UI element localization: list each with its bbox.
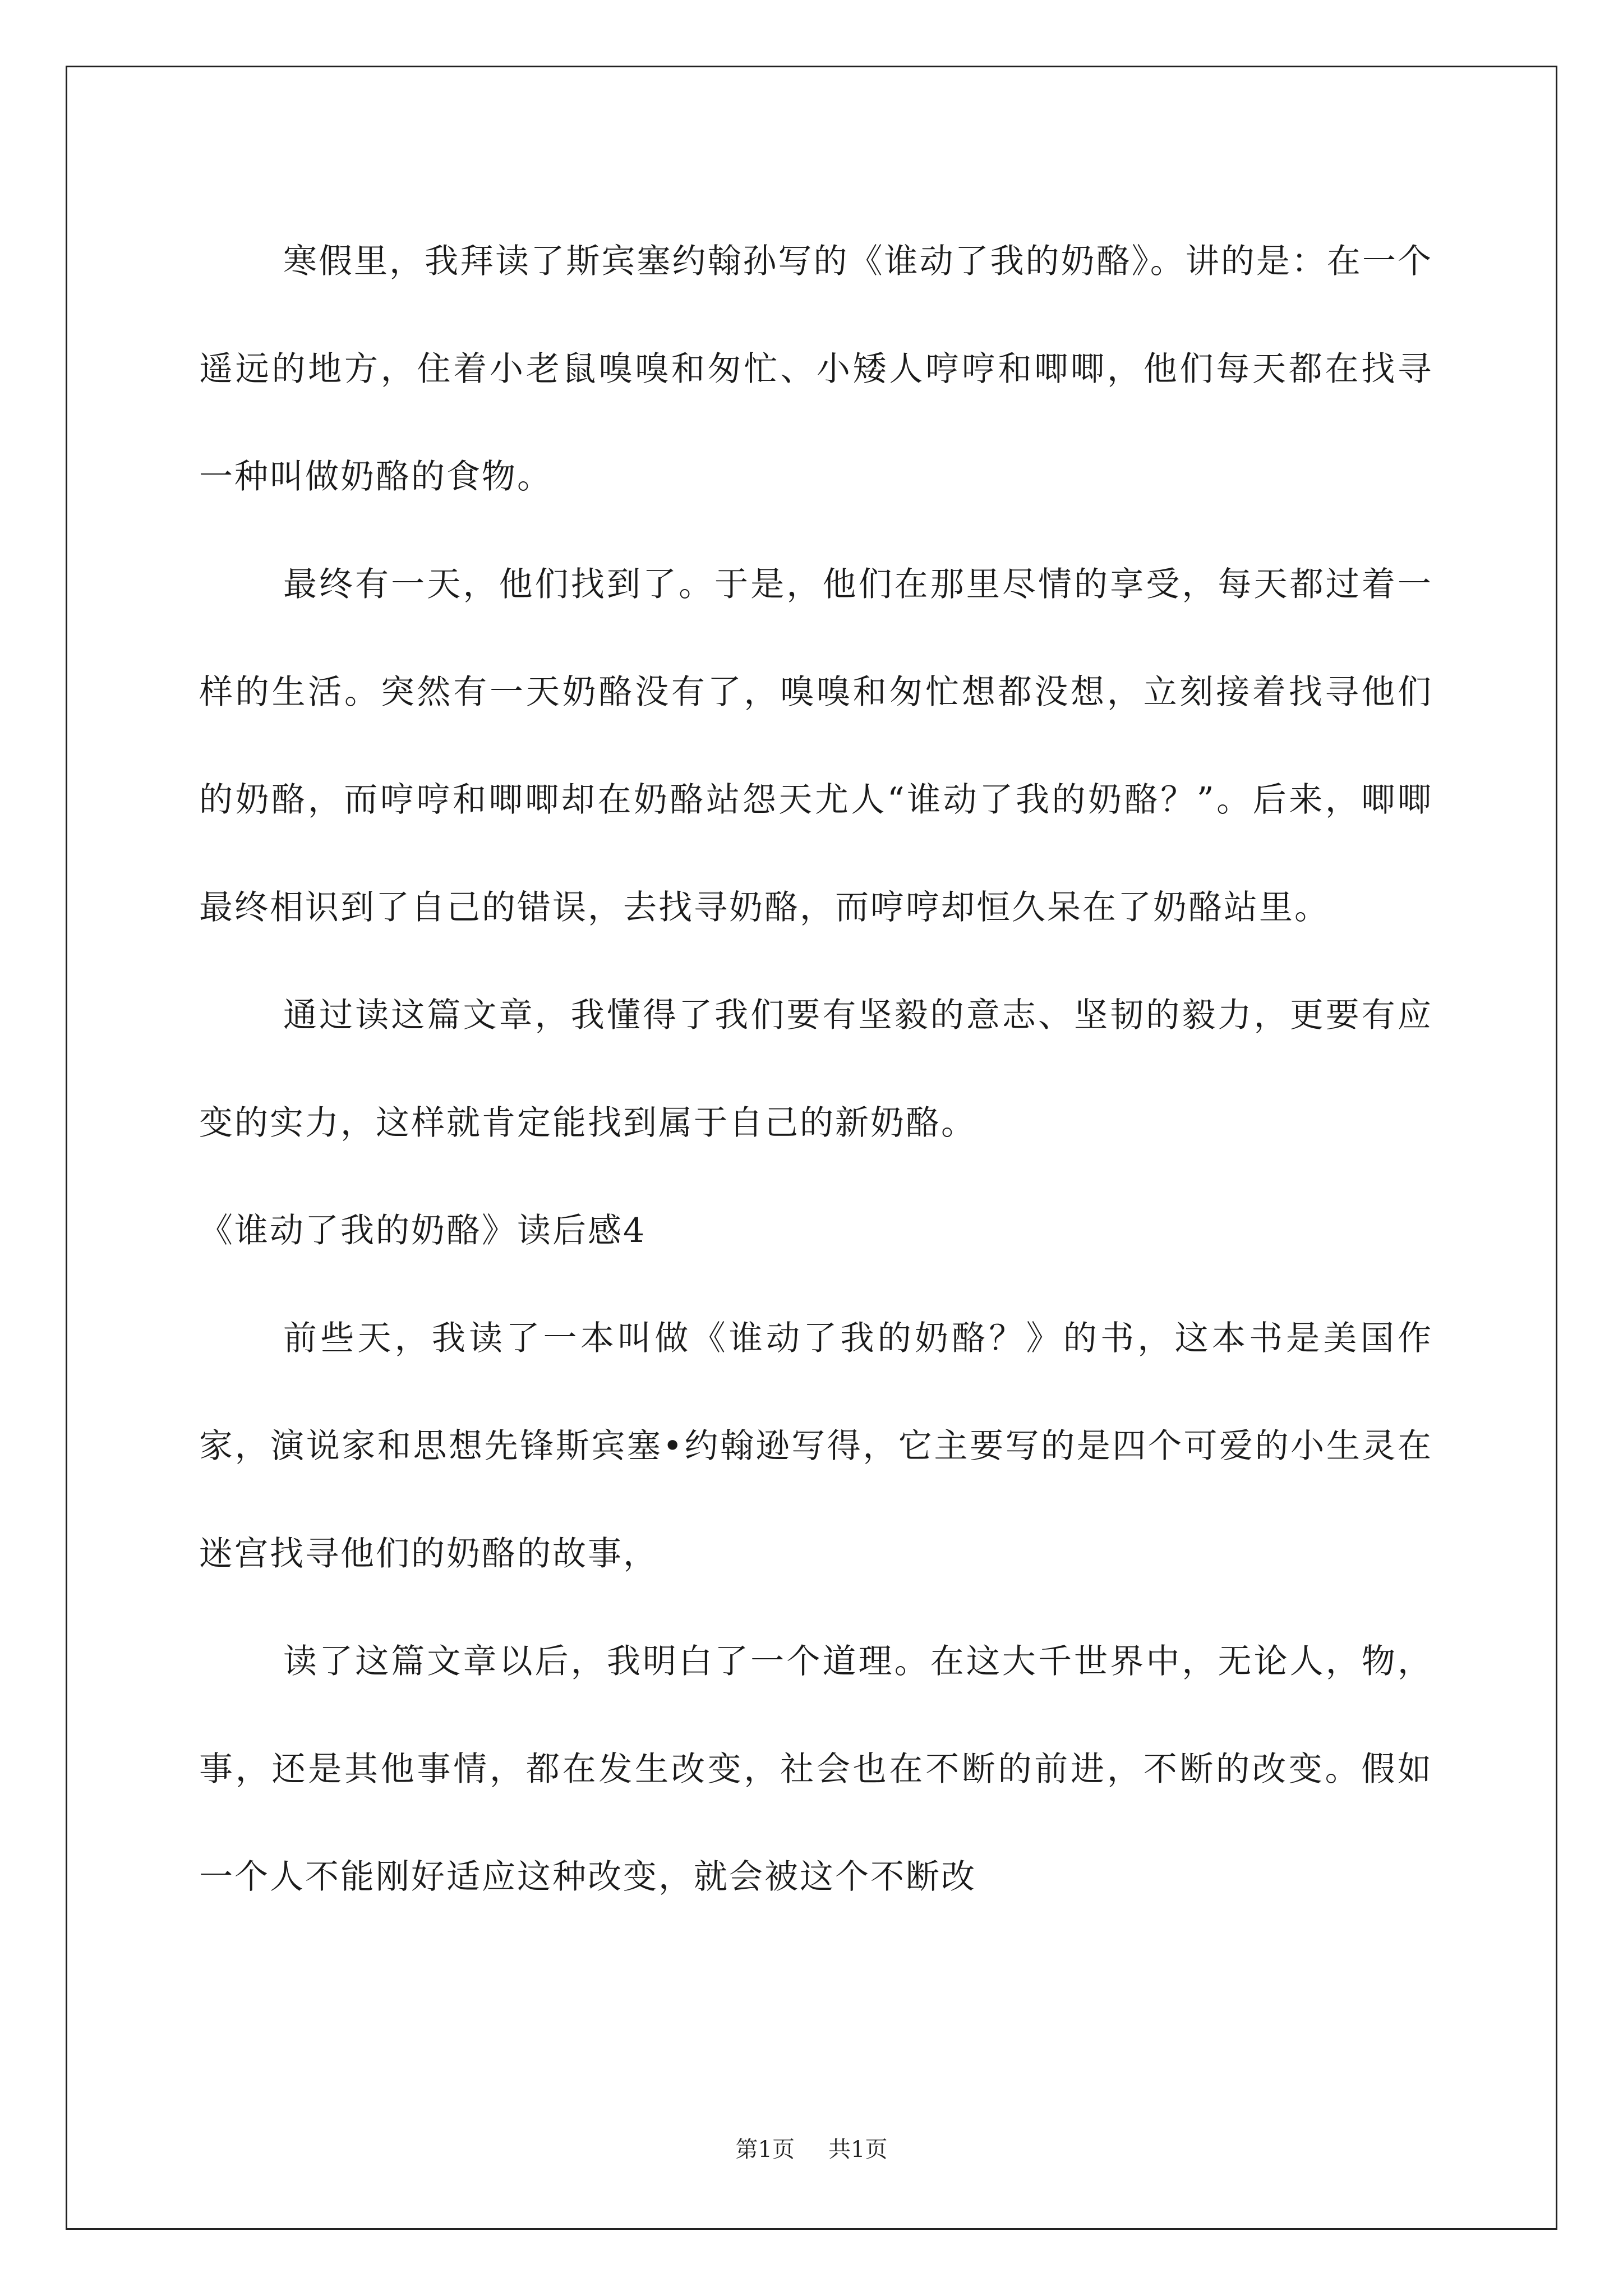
paragraph-2: 最终有一天，他们找到了。于是，他们在那里尽情的享受，每天都过着一样的生活。突然有一天奶酪没有了，嗅嗅和匆忙想都没想，立刻接着找寻他们的奶酪，而哼哼和唧唧却在奶酪站怨天尤人“谁动了我的奶酪？”。后来，唧唧最终相识到了自己的错误，去找寻奶酪，而哼哼却恒久呆在了奶酪站里。	[199, 565, 1433, 927]
paragraph-5: 读了这篇文章以后，我明白了一个道理。在这大千世界中，无论人，物，事，还是其他事情，都在发生改变，社会也在不断的前进，不断的改变。假如一个人不能刚好适应这种改变，就会被这个不断改	[199, 1642, 1433, 1897]
document-body	[199, 208, 1433, 1931]
section-heading: 《谁动了我的奶酪》读后感4	[199, 1211, 647, 1250]
page-number: 第1页	[735, 2137, 795, 2162]
paragraph-3: 通过读这篇文章，我懂得了我们要有坚毅的意志、坚韧的毅力，更要有应变的实力，这样就肯定能找到属于自己的新奶酪。	[199, 996, 1433, 1143]
paragraph-1: 寒假里，我拜读了斯宾塞约翰孙写的《谁动了我的奶酪》。讲的是：在一个遥远的地方，住着小老鼠嗅嗅和匆忙、小矮人哼哼和唧唧，他们每天都在找寻一种叫做奶酪的食物。	[199, 242, 1433, 496]
page-total: 共1页	[828, 2137, 888, 2162]
paragraph-4: 前些天，我读了一本叫做《谁动了我的奶酪？》的书，这本书是美国作家，演说家和思想先锋斯宾塞•约翰逊写得，它主要写的是四个可爱的小生灵在迷宫找寻他们的奶酪的故事，	[199, 1319, 1433, 1573]
page-footer	[0, 2132, 1623, 2164]
